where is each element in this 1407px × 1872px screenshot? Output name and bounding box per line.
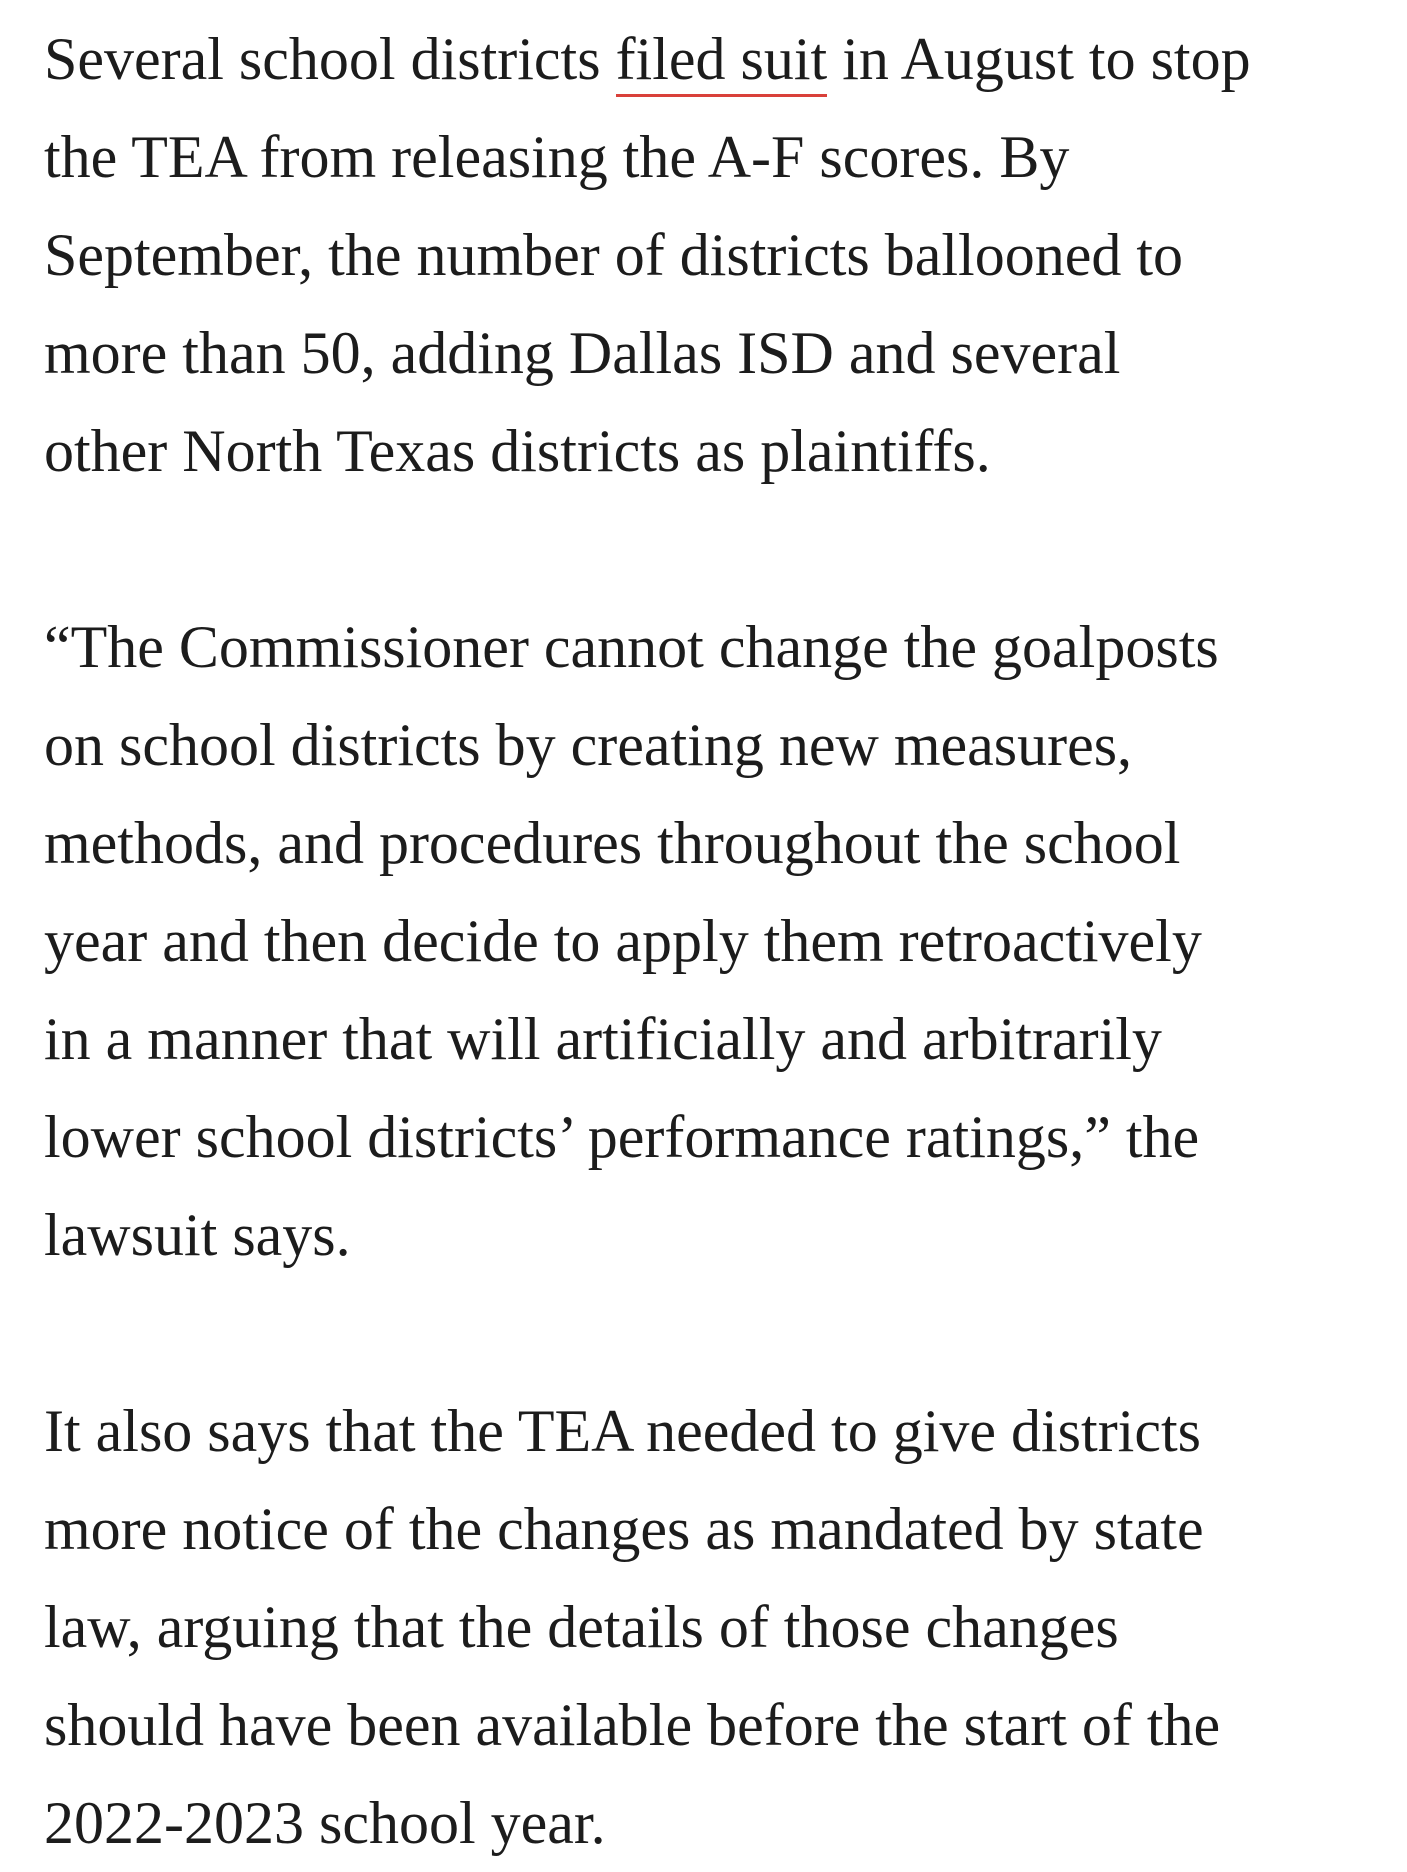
text-line: more than 50, adding Dallas ISD and several xyxy=(44,320,1121,386)
text-line: methods, and procedures throughout the school xyxy=(44,810,1181,876)
text-line: in a manner that will artificially and arbitrarily xyxy=(44,1006,1162,1072)
paragraph-notice-argument xyxy=(44,1382,1385,1872)
text-line: lower school districts’ performance ratings,” the xyxy=(44,1104,1200,1170)
text-line: more notice of the changes as mandated by state xyxy=(44,1496,1204,1562)
text-line: “The Commissioner cannot change the goalposts xyxy=(44,614,1219,680)
text-line: year and then decide to apply them retroactively xyxy=(44,908,1202,974)
filed-suit-link[interactable]: filed suit xyxy=(616,26,828,97)
text-line: should have been available before the start of the xyxy=(44,1692,1221,1758)
text-line: It also says that the TEA needed to give districts xyxy=(44,1398,1201,1464)
text-line: law, arguing that the details of those changes xyxy=(44,1594,1119,1660)
text-line: September, the number of districts ballooned to xyxy=(44,222,1184,288)
text-segment: in August to stop xyxy=(827,26,1251,92)
text-line: lawsuit says. xyxy=(44,1202,351,1268)
paragraph-lawsuit-intro xyxy=(44,10,1385,500)
paragraph-lawsuit-quote xyxy=(44,598,1385,1284)
text-line xyxy=(44,10,1385,108)
text-line: on school districts by creating new measures, xyxy=(44,712,1133,778)
text-segment: Several school districts xyxy=(44,26,616,92)
text-line: other North Texas districts as plaintiffs. xyxy=(44,418,991,484)
text-line: 2022-2023 school year. xyxy=(44,1790,606,1856)
text-line: the TEA from releasing the A-F scores. By xyxy=(44,124,1070,190)
